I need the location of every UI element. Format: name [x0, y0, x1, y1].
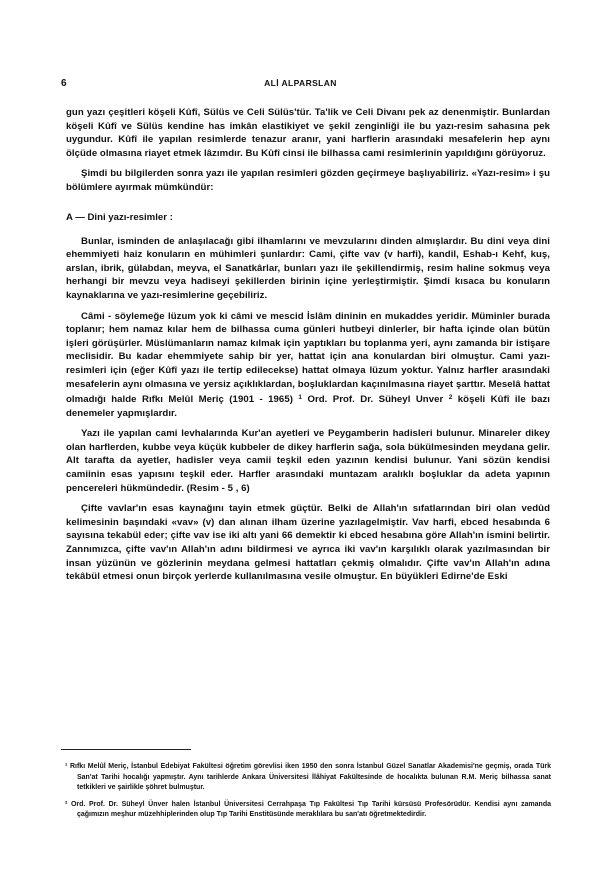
- page-number: 6: [61, 78, 67, 89]
- paragraph-6: Çifte vavlar'ın esas kaynağını tayin etmek güçtür. Belki de Allah'ın sıfatlarından biri olan vedûd kelimesinin başındaki «vav» (v) dan alınan ilham üzerine yazılagelmiştir. Vav harfi, ebced hesabında 6 sayısına tekabül eder; çifte vav ise iki altı yani 66 demektir ki ebced hesabına göre Allah'ın ismini belirtir. Zannımızca, çifte vav'ın Allah'ın adını bildirmesi ve ayrıca iki vav'ın karşılıklı olarak yazılmasından bir insan yüzünün ve gözlerinin meydana gelmesi hattatları çekmiş olmalıdır. Çifte vav'ın Allah'ın adına tekâbül etmesi onun birçok yerlerde kullanılmasına vesile olmuştur. En büyükleri Edirne'de Eski: [66, 503, 550, 583]
- footnote-divider: [61, 749, 191, 750]
- paragraph-1: gun yazı çeşitleri köşeli Kûfî, Sülüs ve Celi Sülüs'tür. Ta'lik ve Celi Divanı pek az denenmiştir. Bunlardan köşeli Kûfî ve Sülüs kendine has imkân elastikiyet ve şekil zenginliği ile bu yazı-resim sahasına pek uygundur. Kûfî ile yapılan resimlerde tenazur aranır, yani harflerin arasındaki mesafelerin hep aynı ölçüde olmasına riayet etmek lâzımdır. Bu Kûfî cinsi ile bilhassa cami resimlerinin yapıldığını görüyoruz.: [66, 107, 550, 159]
- footnote-ref-2[interactable]: 2: [448, 394, 453, 402]
- page-header: [61, 78, 540, 92]
- paragraph-4-main: Câmi - söylemeğe lüzum yok ki câmi ve mescid İslâm dininin en mukaddes yeridir. Müminler burada toplanır; hem namaz kılar hem de bilhassa cuma günleri hutbeyi dinlerler, bir hafta içinde olan bütün işleri görüşürler. Müslümanların namaz kılmak için yaptıkları bu toplanma yeri, aynı zamanda bir istişare meclisidir. Bu kadar ehemmiyete sahip bir yer, hattat için ana konulardan biri olmuştur. Cami yazı-resimleri için (eğer Kûfî yazı ile tertip edilecekse) hattat olmaya lüzum yoktur. Yalnız harfler arasındaki mesafelerin aynı olmasına ve yersiz açıklıklardan, boşluklardan kaçınılmasına riayet şarttır. Meselâ hattat olmadığı halde Rıfkı Melûl Meriç (1901 - 1965): [66, 310, 550, 406]
- running-head: ALİ ALPARSLAN: [264, 78, 337, 88]
- footnote-ref-1[interactable]: 1: [298, 394, 303, 402]
- paragraph-2: Şimdi bu bilgilerden sonra yazı ile yapılan resimleri gözden geçirmeye başlıyabiliriz. «Yazı-resim» i şu bölümlere ayırmak mümkündür:: [66, 168, 550, 193]
- paragraph-5: Yazı ile yapılan cami levhalarında Kur'an ayetleri ve Peygamberin hadisleri bulunur. Minareler dikey olan harflerden, kubbe veya küçük kubbeler de dikey harflerin sağa, sola bükülmesinden meydana gelir. Alt tarafta da ayetler, hadisler veya camii teşkil eden yazının kendisi bulunur. Yani sözün kendisi camiinin esas yapısını teşkil eder. Harfler arasındaki muntazam aralıklı boşluklar da adeta yapının pencereleri hükmündedir. (Resim - 5 , 6): [66, 428, 550, 494]
- footnote-2: ² Ord. Prof. Dr. Süheyl Ünver halen İstanbul Üniversitesi Cerrahpaşa Tıp Fakültesi Tıp Tarihi kürsüsü Profesörüdür. Kendisi aynı zamanda çağımızın meşhur müzehhiplerinden olup Tıp Tarihi Enstitüsünde meraklılara bu san'atı öğretmektedirdir.: [65, 800, 551, 819]
- paragraph-4: [66, 310, 550, 421]
- body-text: [66, 106, 550, 584]
- paragraph-4-end: köşeli Kûfî ile bazı denemeler yapmışlardır.: [66, 394, 551, 419]
- footnote-1: ¹ Rıfkı Melûl Meriç, İstanbul Edebiyat Fakültesi öğretim görevlisi iken 1950 den sonra İstanbul Güzel Sanatlar Akademisi'ne geçmiş, orada Türk San'at Tarihi hocalığı yapmıştır. Aynı tarihlerde Ankara Üniversitesi İlâhiyat Fakültesinde de hocalıkta bulunan R.M. Meriç bilhassa sanat tetkikleri ve şairlikle şöhret bulmuştur.: [65, 763, 551, 792]
- paragraph-3: Bunlar, isminden de anlaşılacağı gibi ilhamlarını ve mevzularını dinden almışlardır. Bu dini veya dini ehemmiyeti haiz konuların en mühimleri şunlardır: Cami, çifte vav (v harfi), kandil, Eshab-ı Kehf, kuş, arslan, ibrik, gülabdan, meyva, el Sanatkârlar, bunları yazı ile şekillendirmiş, resim haline sokmuş veya herhangi bir mevzu veya hadiseyi şekillerden birinin içine yerleştirmiştir. Şimdi kısaca bu konuların kaynaklarına ve yazı-resimlerine geçebiliriz.: [66, 235, 550, 301]
- section-heading: A — Dini yazı-resimler :: [66, 211, 173, 223]
- footnotes: [65, 762, 551, 827]
- paragraph-4-mid: Ord. Prof. Dr. Süheyl Unver: [302, 394, 444, 406]
